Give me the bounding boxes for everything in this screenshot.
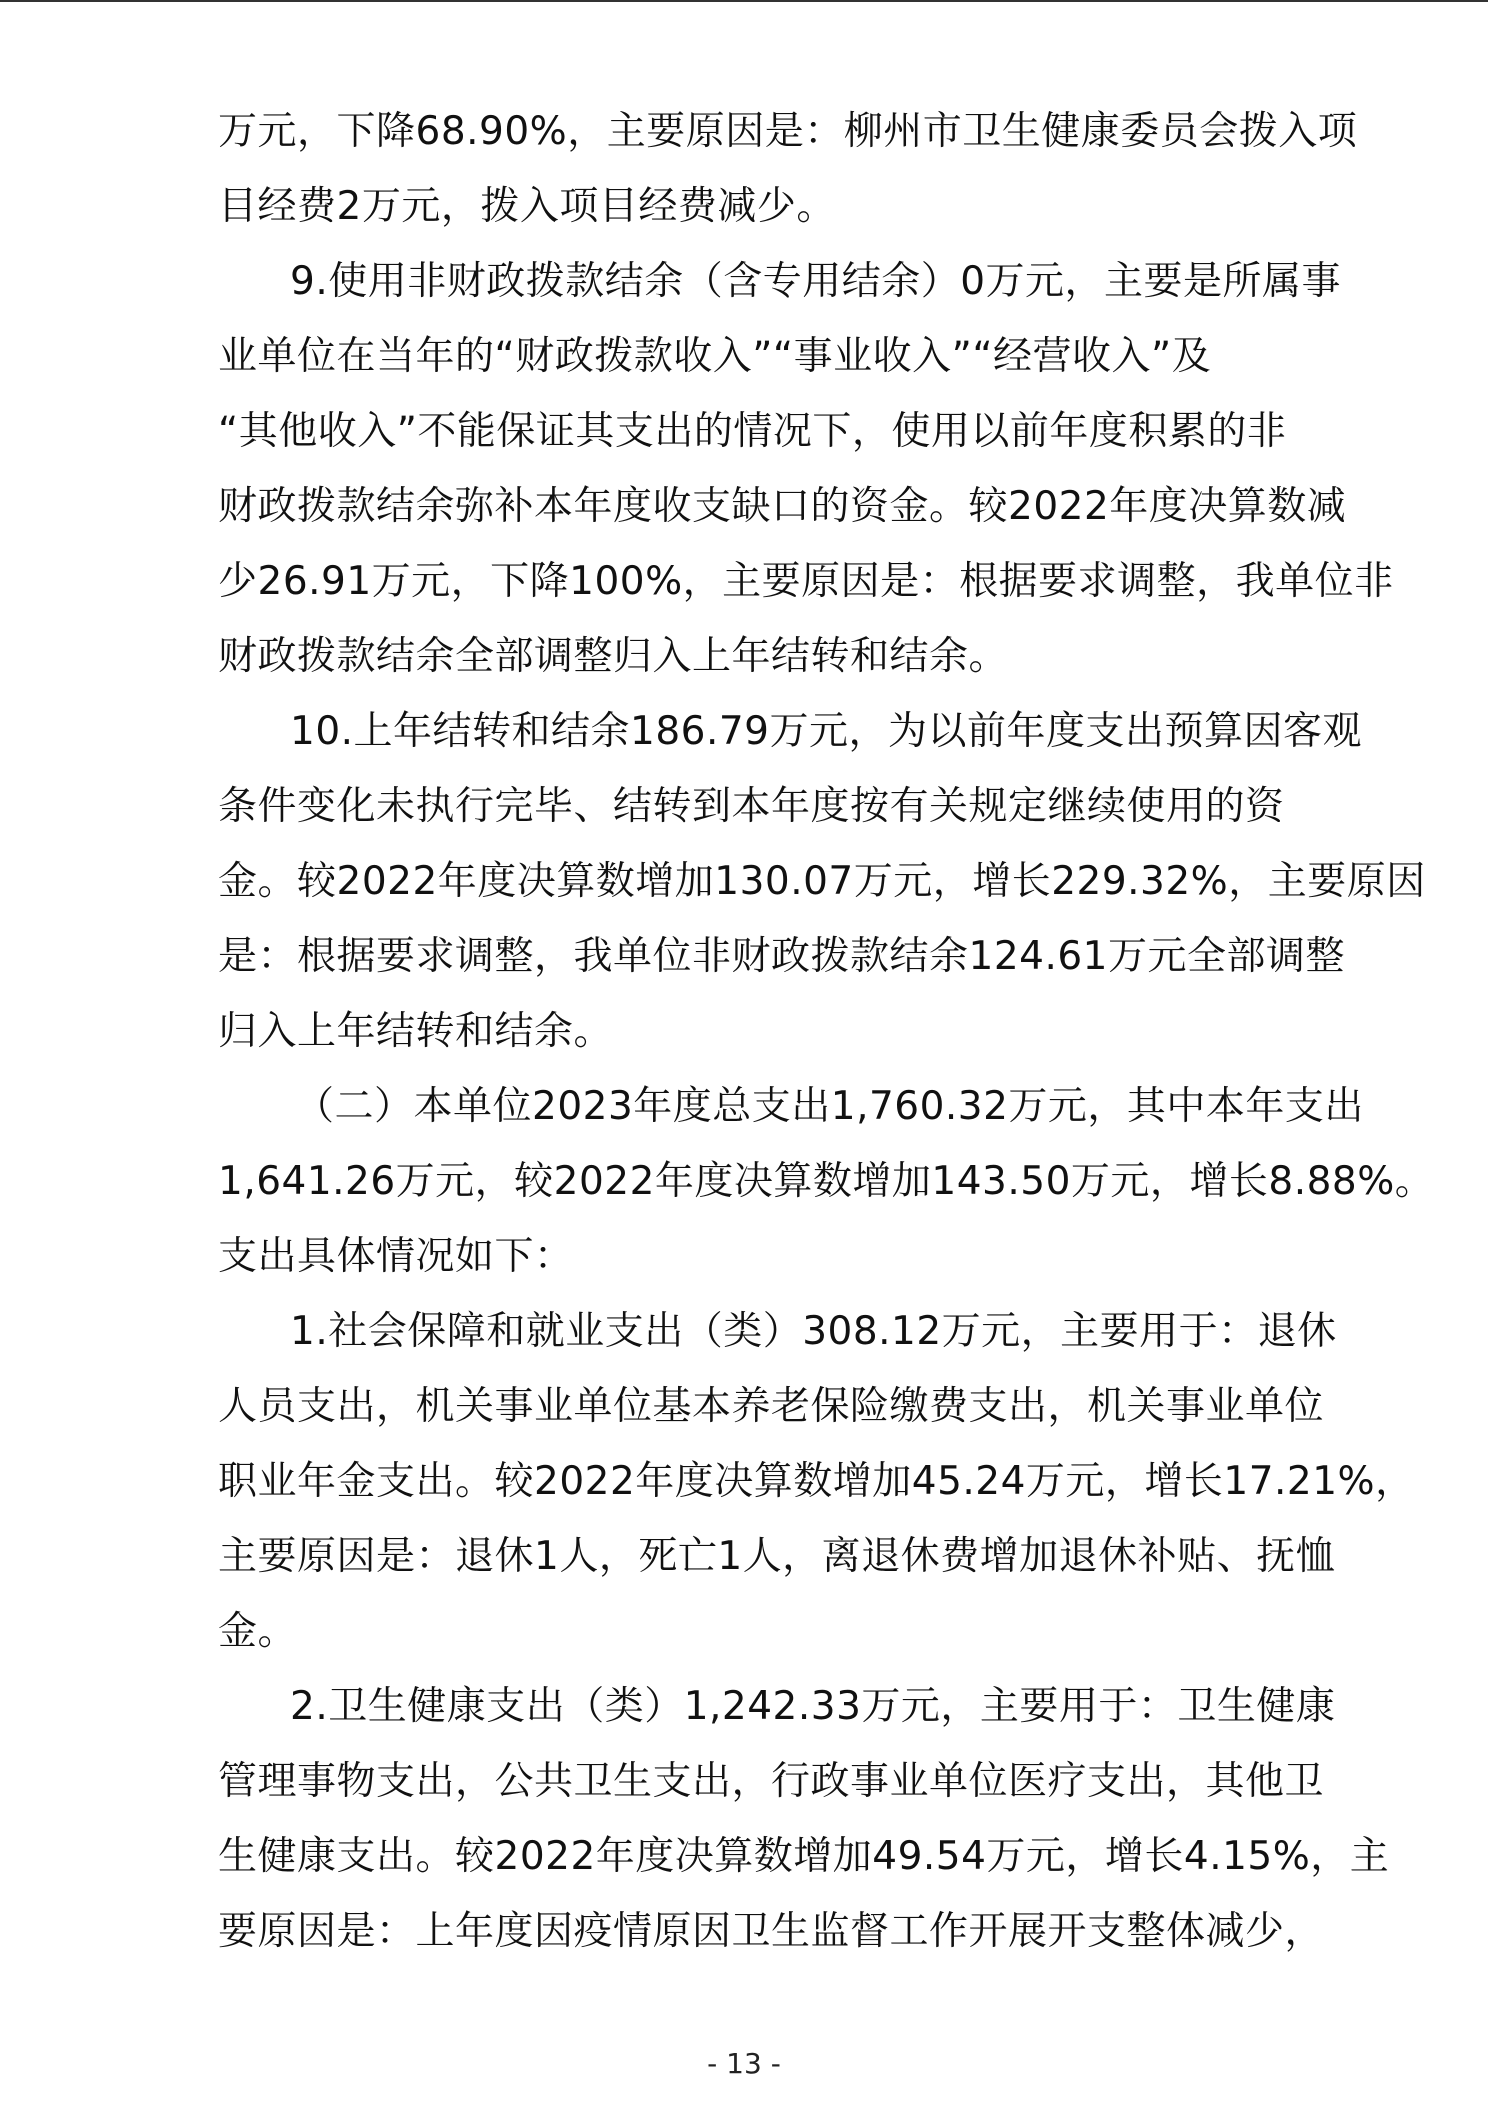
text-line: 要原因是：上年度因疫情原因卫生监督工作开展开支整体减少， — [218, 1909, 1325, 1954]
text-line: “其他收入”不能保证其支出的情况下，使用以前年度积累的非 — [218, 409, 1287, 454]
text-line: 金。较2022年度决算数增加130.07万元，增长229.32%，主要原因 — [218, 859, 1426, 904]
paragraph-10-start: 10.上年结转和结余186.79万元，为以前年度支出预算因客观 — [290, 709, 1362, 754]
text-line: 是：根据要求调整，我单位非财政拨款结余124.61万元全部调整 — [218, 934, 1345, 979]
text-line: 目经费2万元，拨入项目经费减少。 — [218, 184, 836, 229]
text-line: 生健康支出。较2022年度决算数增加49.54万元，增长4.15%，主 — [218, 1834, 1390, 1879]
text-line: 1,641.26万元，较2022年度决算数增加143.50万元，增长8.88%。 — [218, 1159, 1435, 1204]
text-line: 支出具体情况如下： — [218, 1234, 574, 1279]
text-line: 财政拨款结余弥补本年度收支缺口的资金。较2022年度决算数减 — [218, 484, 1347, 529]
page-number: - 13 - — [707, 2047, 781, 2080]
text-line: 管理事物支出，公共卫生支出，行政事业单位医疗支出，其他卫 — [218, 1759, 1325, 1804]
text-line: 财政拨款结余全部调整归入上年结转和结余。 — [218, 634, 1009, 679]
text-line: 归入上年结转和结余。 — [218, 1009, 614, 1054]
text-line: 条件变化未执行完毕、结转到本年度按有关规定继续使用的资 — [218, 784, 1285, 829]
text-line: 职业年金支出。较2022年度决算数增加45.24万元，增长17.21%， — [218, 1459, 1415, 1504]
text-line: 人员支出，机关事业单位基本养老保险缴费支出，机关事业单位 — [218, 1384, 1325, 1429]
text-line: 少26.91万元，下降100%，主要原因是：根据要求调整，我单位非 — [218, 559, 1394, 604]
paragraph-1-start: 1.社会保障和就业支出（类）308.12万元，主要用于：退休 — [290, 1309, 1337, 1354]
paragraph-9-start: 9.使用非财政拨款结余（含专用结余）0万元，主要是所属事 — [290, 259, 1342, 304]
text-line: 金。 — [218, 1609, 298, 1654]
paragraph-2-start: 2.卫生健康支出（类）1,242.33万元，主要用于：卫生健康 — [290, 1684, 1336, 1729]
section-2-start: （二）本单位2023年度总支出1,760.32万元，其中本年支出 — [295, 1084, 1364, 1129]
text-line: 业单位在当年的“财政拨款收入”“事业收入”“经营收入”及 — [218, 334, 1212, 379]
text-line: 万元，下降68.90%，主要原因是：柳州市卫生健康委员会拨入项 — [218, 109, 1358, 154]
text-line: 主要原因是：退休1人，死亡1人，离退休费增加退休补贴、抚恤 — [218, 1534, 1336, 1579]
